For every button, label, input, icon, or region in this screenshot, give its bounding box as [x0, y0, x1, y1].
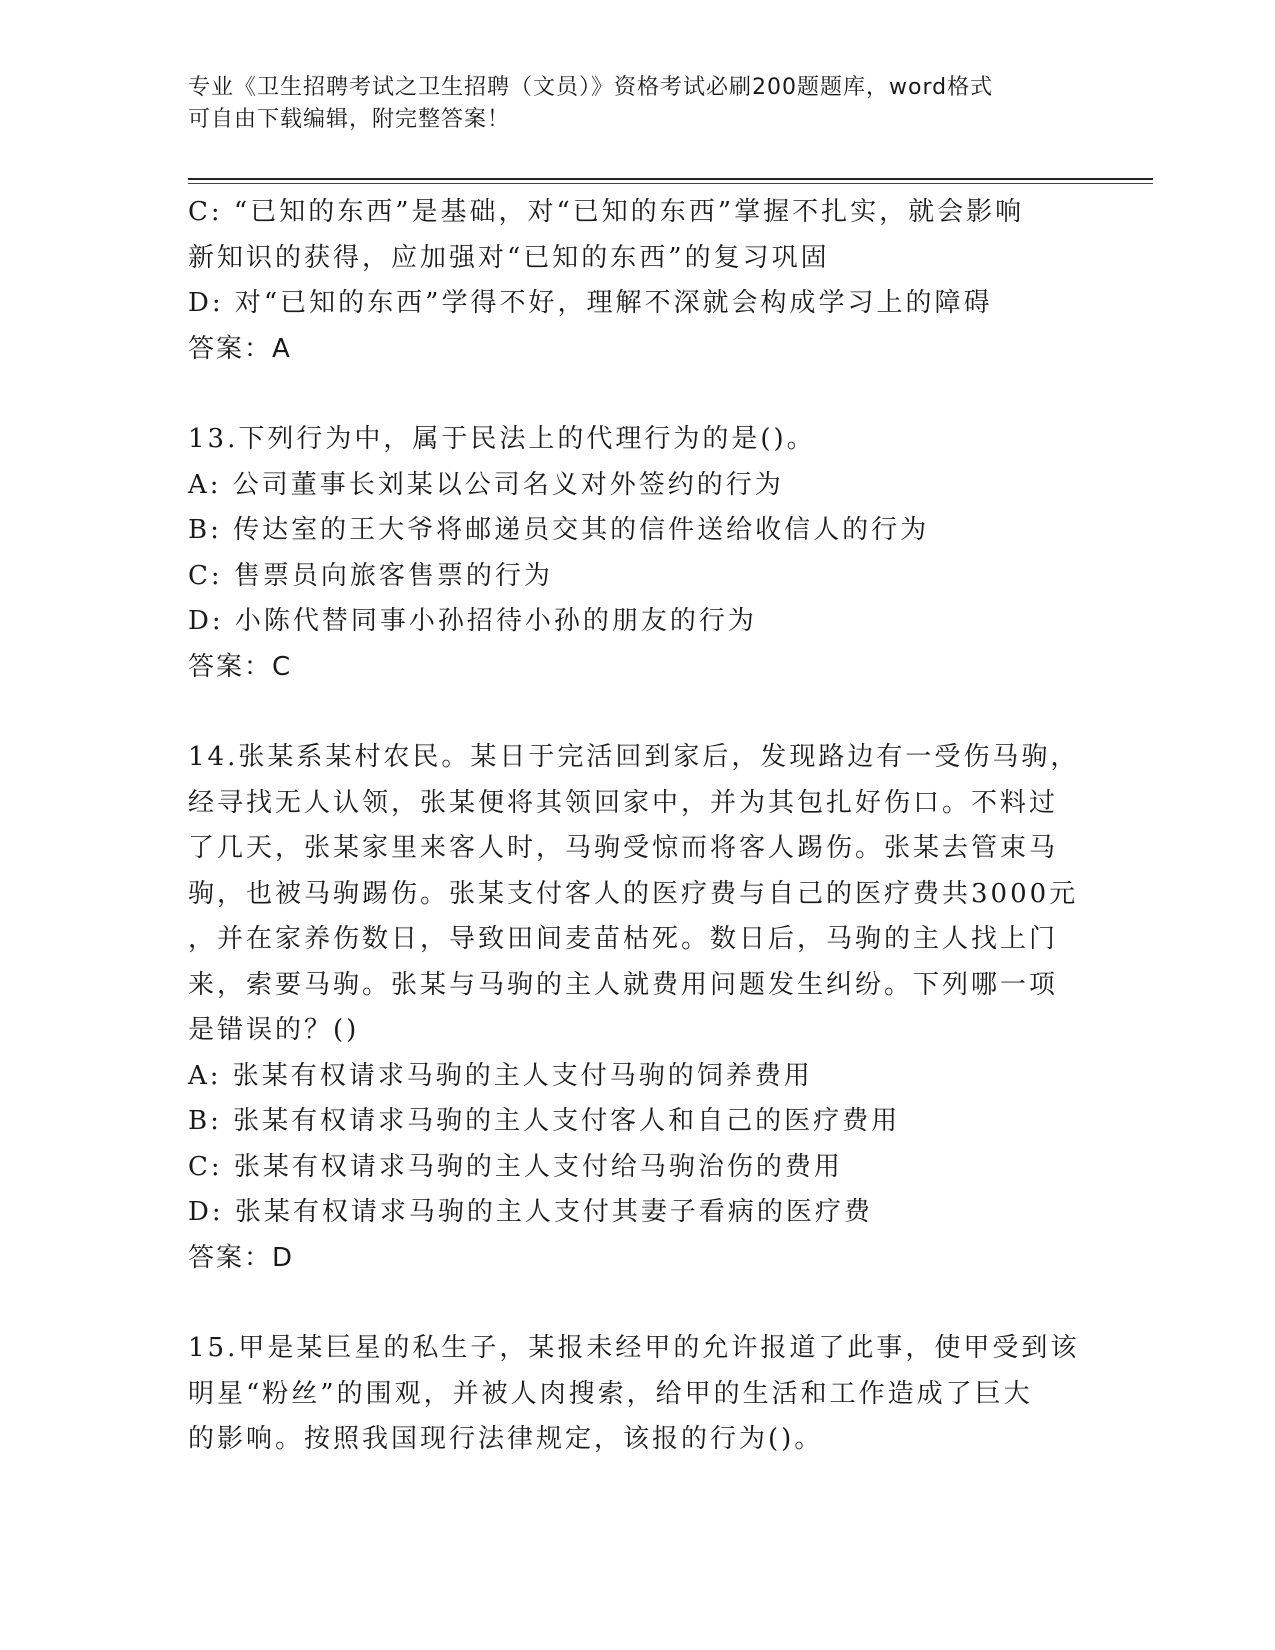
q12-option-c-line-1: C: “已知的东西”是基础，对“已知的东西”掌握不扎实，就会影响	[188, 197, 1025, 227]
question-12-tail	[188, 190, 1068, 372]
question-14	[188, 735, 1080, 1281]
q15-stem-line: 明星“粉丝”的围观，并被人肉搜索，给甲的生活和工作造成了巨大	[188, 1378, 1033, 1409]
q14-option-c: C: 张某有权请求马驹的主人支付给马驹治伤的费用	[188, 1151, 843, 1182]
spacer	[188, 690, 1068, 735]
q14-option-b: B: 张某有权请求马驹的主人支付客人和自己的医疗费用	[188, 1106, 901, 1136]
q13-option-c: C: 售票员向旅客售票的行为	[188, 560, 553, 591]
q14-stem-line: 来，索要马驹。张某与马驹的主人就费用问题发生纠纷。下列哪一项	[188, 969, 1059, 1000]
question-15	[188, 1326, 1080, 1463]
q12-option-c-line-2: 新知识的获得，应加强对“已知的东西”的复习巩固	[188, 242, 830, 273]
spacer	[188, 372, 1068, 417]
document-body	[188, 190, 1080, 1463]
q14-stem-line: 是错误的？()	[188, 1015, 360, 1045]
q14-stem-line: 驹，也被马驹踢伤。张某支付客人的医疗费与自己的医疗费共3000元	[188, 878, 1079, 909]
spacer	[188, 1281, 1068, 1326]
header-line-2: 可自由下载编辑，附完整答案！	[188, 107, 511, 132]
q15-stem-line: 的影响。按照我国现行法律规定，该报的行为()。	[188, 1424, 824, 1454]
q14-stem-line: 了几天，张某家里来客人时，马驹受惊而将客人踢伤。张某去管束马	[188, 833, 1059, 863]
q14-stem-line: 14.张某系某村农民。某日于完活回到家后，发现路边有一受伤马驹，	[188, 742, 1080, 772]
question-13	[188, 417, 1068, 690]
q14-stem-line: 经寻找无人认领，张某便将其领回家中，并为其包扎好伤口。不料过	[188, 787, 1059, 818]
header-rule-thick	[188, 178, 1153, 180]
q14-option-d: D: 张某有权请求马驹的主人支付其妻子看病的医疗费	[188, 1197, 873, 1227]
header-rule-thin	[188, 183, 1153, 184]
page-header	[188, 72, 1088, 136]
q14-option-a: A: 张某有权请求马驹的主人支付马驹的饲养费用	[188, 1060, 813, 1091]
q15-stem-line: 15.甲是某巨星的私生子，某报未经甲的允许报道了此事，使甲受到该	[188, 1333, 1080, 1363]
q14-answer: 答案：D	[188, 1242, 295, 1273]
q13-answer: 答案：C	[188, 651, 293, 682]
q13-stem: 13.下列行为中，属于民法上的代理行为的是()。	[188, 424, 816, 454]
q13-option-d: D: 小陈代替同事小孙招待小孙的朋友的行为	[188, 606, 757, 636]
header-line-1: 专业《卫生招聘考试之卫生招聘（文员）》资格考试必刷200题题库，word格式	[188, 75, 994, 100]
q13-option-b: B: 传达室的王大爷将邮递员交其的信件送给收信人的行为	[188, 515, 930, 545]
q13-option-a: A: 公司董事长刘某以公司名义对外签约的行为	[188, 469, 784, 500]
q12-answer: 答案：A	[188, 333, 292, 364]
q14-stem-line: ，并在家养伤数日，导致田间麦苗枯死。数日后，马驹的主人找上门	[188, 924, 1059, 954]
q12-option-d: D: 对“已知的东西”学得不好，理解不深就会构成学习上的障碍	[188, 288, 993, 318]
